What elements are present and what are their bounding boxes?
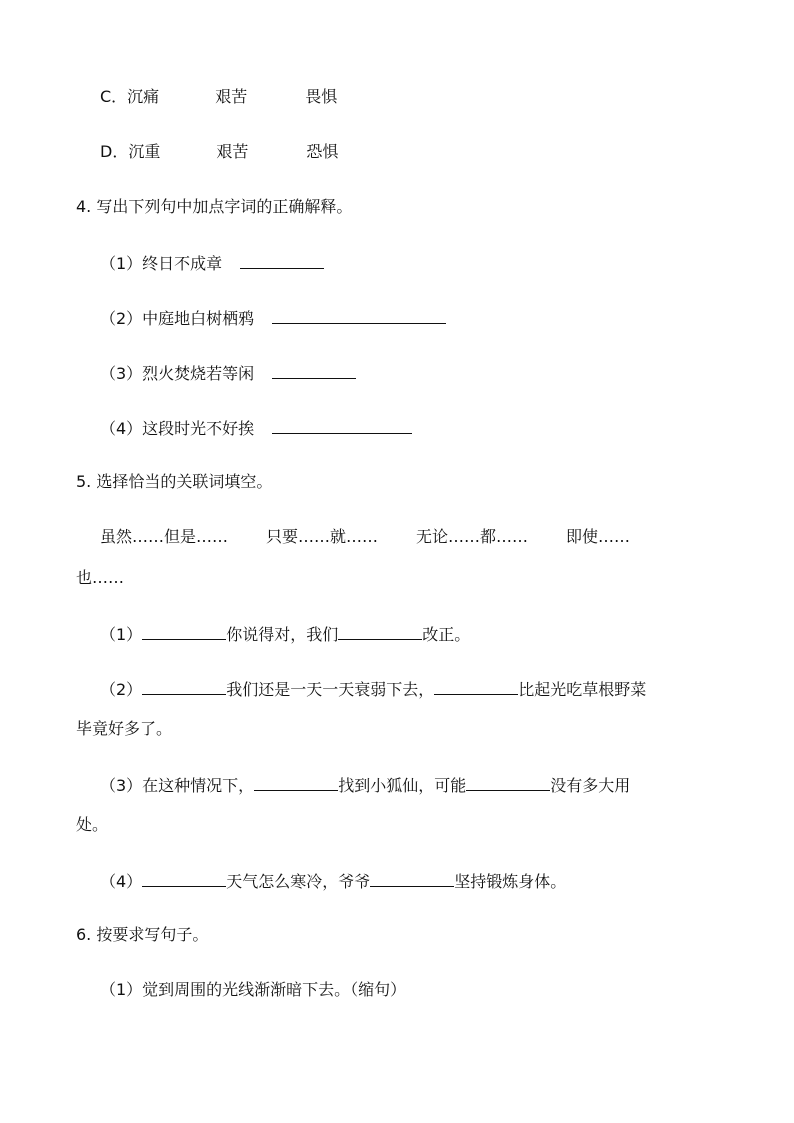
option-d-word1: D．沉重 <box>100 142 161 161</box>
q5-item-3 <box>100 774 630 796</box>
conjunction-option-1: 虽然……但是…… <box>100 527 229 546</box>
answer-blank[interactable] <box>142 870 226 887</box>
q5-options-line <box>100 527 630 547</box>
option-d <box>100 142 338 162</box>
q5-item-4 <box>100 870 566 892</box>
answer-blank[interactable] <box>466 774 550 791</box>
option-c <box>100 87 337 107</box>
answer-blank[interactable] <box>254 774 338 791</box>
q5-item-2-cont: 毕竟好多了。 <box>76 719 173 738</box>
q4-item-4 <box>100 417 412 439</box>
answer-blank[interactable] <box>142 678 226 695</box>
conjunction-option-3: 无论……都…… <box>416 527 529 546</box>
q5-item-1-pre: （1） <box>100 625 143 644</box>
q4-item-3 <box>100 362 356 384</box>
q5-item-1-post: 改正。 <box>422 625 471 644</box>
q6-title: 6. 按要求写句子。 <box>76 925 209 944</box>
option-c-word3: 畏惧 <box>305 87 338 106</box>
q4-title: 4. 写出下列句中加点字词的正确解释。 <box>76 197 353 216</box>
q5-item-3-cont: 处。 <box>76 815 109 834</box>
q4-item-2 <box>100 307 446 329</box>
q5-item-4-mid: 天气怎么寒冷，爷爷 <box>226 872 371 891</box>
q5-item-3-mid: 找到小狐仙，可能 <box>338 776 467 795</box>
q4-item-4-text: （4）这段时光不好挨 <box>100 419 255 438</box>
q4-item-2-text: （2）中庭地白树栖鸦 <box>100 309 255 328</box>
q4-item-1-text: （1）终日不成章 <box>100 254 223 273</box>
answer-blank[interactable] <box>434 678 518 695</box>
q4-item-3-text: （3）烈火焚烧若等闲 <box>100 364 255 383</box>
answer-blank[interactable] <box>272 362 356 379</box>
conjunction-option-2: 只要……就…… <box>266 527 379 546</box>
q5-options-wrap: 也…… <box>76 568 125 587</box>
q5-item-3-pre: （3）在这种情况下， <box>100 776 255 795</box>
q5-item-2-pre: （2） <box>100 680 143 699</box>
q5-item-4-post: 坚持锻炼身体。 <box>454 872 567 891</box>
q5-item-2-post: 比起光吃草根野菜 <box>518 680 647 699</box>
answer-blank[interactable] <box>142 623 226 640</box>
q4-item-1 <box>100 252 324 274</box>
q5-item-1 <box>100 623 470 645</box>
option-c-word2: 艰苦 <box>215 87 248 106</box>
conjunction-option-4: 即使…… <box>566 527 631 546</box>
q5-item-2 <box>100 678 646 700</box>
option-c-word1: C．沉痛 <box>100 87 160 106</box>
answer-blank[interactable] <box>338 623 422 640</box>
answer-blank[interactable] <box>272 417 412 434</box>
q5-item-4-pre: （4） <box>100 872 143 891</box>
q5-item-1-mid: 你说得对，我们 <box>226 625 339 644</box>
q5-item-2-mid: 我们还是一天一天衰弱下去， <box>226 680 435 699</box>
option-d-word2: 艰苦 <box>216 142 249 161</box>
answer-blank[interactable] <box>240 252 324 269</box>
q5-title: 5. 选择恰当的关联词填空。 <box>76 472 273 491</box>
option-d-word3: 恐惧 <box>306 142 339 161</box>
answer-blank[interactable] <box>272 307 446 324</box>
answer-blank[interactable] <box>370 870 454 887</box>
q6-item-1: （1）觉到周围的光线渐渐暗下去。（缩句） <box>100 980 407 999</box>
q5-item-3-post: 没有多大用 <box>550 776 631 795</box>
